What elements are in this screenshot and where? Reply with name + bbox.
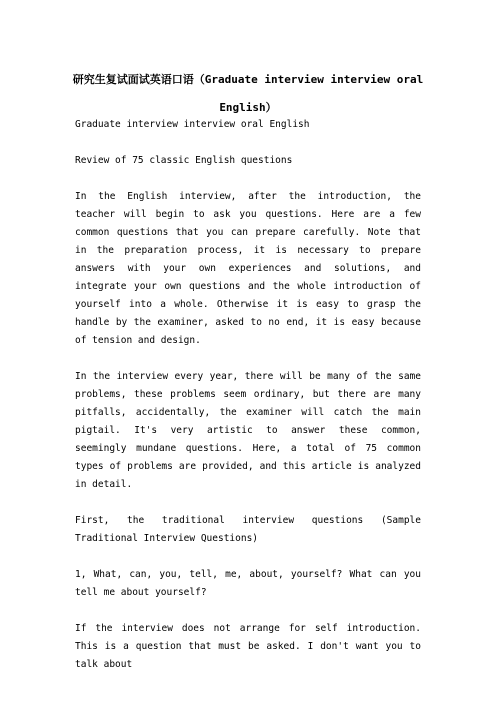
paragraph-subtitle: Graduate interview interview oral English xyxy=(75,119,310,130)
paragraph-question-1-answer: If the interview does not arrange for self introduction. This is a question that must be asked. I don't want you to talk about xyxy=(75,623,421,670)
section-heading-traditional: First, the traditional interview questions (Sample Traditional Interview Questions) xyxy=(75,515,421,544)
question-1: 1, What, can, you, tell, me, about, yourself? What can you tell me about yourself? xyxy=(75,569,421,598)
paragraph-review-heading: Review of 75 classic English questions xyxy=(75,155,293,166)
paragraph-common-problems: In the interview every year, there will be many of the same problems, these problems seem ordinary, but there are many pitfalls, accidentally, the examiner will catch the main pigtail. It's very artistic to answer these common, seemingly mundane questions. Here, a total of 75 common types of problems are provided, and this article is analyzed in detail. xyxy=(75,371,421,490)
document-title: 研究生复试面试英语口语（Graduate interview interview oral English） xyxy=(72,73,424,114)
paragraph-intro: In the English interview, after the introduction, the teacher will begin to ask you questions. Here are a few common questions that you can prepare carefully. Note that in the preparation process, it is necessary to prepare answers with your own experiences and solutions, and integrate your own questions and the whole introduction of yourself into a whole. Otherwise it is easy to grasp the handle by the examiner, asked to no end, it is easy because of tension and design. xyxy=(75,191,421,346)
document-body xyxy=(75,116,421,692)
